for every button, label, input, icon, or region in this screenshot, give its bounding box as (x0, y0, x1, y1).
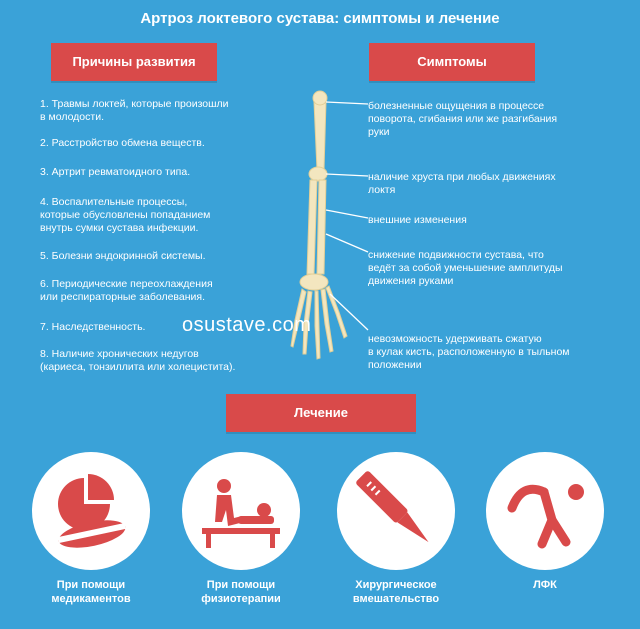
treatment-circle-medication (32, 452, 150, 570)
treatment-circle-surgery (337, 452, 455, 570)
symptom-item: внешние изменения (368, 214, 467, 226)
symptoms-heading: Симптомы (369, 43, 535, 81)
cause-item: 8. Наличие хронических недугов (кариеса, тонзиллита или холецистита). (40, 348, 236, 373)
treatment-circle-physiotherapy (182, 452, 300, 570)
treatment-caption: При помощи медикаментов (51, 579, 131, 605)
symptom-item: снижение подвижности сустава, что ведёт за собой уменьшение амплитуды движения руками (368, 249, 563, 287)
cause-item: 6. Периодические переохлаждения или респираторные заболевания. (40, 278, 213, 303)
treatment-caption: ЛФК (533, 579, 557, 591)
cause-item: 2. Расстройство обмена веществ. (40, 137, 205, 149)
treatment-caption: Хирургическое вмешательство (352, 579, 440, 605)
causes-heading: Причины развития (51, 43, 217, 81)
cause-item: 1. Травмы локтей, которые произошли в молодости. (40, 98, 229, 123)
cause-item: 4. Воспалительные процессы, которые обусловлены попаданием внутрь сумки сустава инфекции. (40, 196, 211, 234)
cause-item: 5. Болезни эндокринной системы. (40, 250, 206, 262)
page-title: Артроз локтевого сустава: симптомы и лечение (140, 10, 500, 27)
physiotherapy-icon (182, 452, 300, 570)
symptom-item: болезненные ощущения в процессе поворота, сгибания или же разгибания руки (368, 100, 558, 138)
symptom-item: наличие хруста при любых движениях локтя (368, 171, 556, 196)
exercise-icon (486, 452, 604, 570)
treatment-heading: Лечение (226, 394, 416, 432)
pills-icon (32, 452, 150, 570)
cause-item: 3. Артрит ревматоидного типа. (40, 166, 191, 178)
treatment-caption: При помощи физиотерапии (201, 579, 281, 605)
treatment-circle-exercise (486, 452, 604, 570)
symptom-item: невозможность удерживать сжатую в кулак кисть, расположенную в тыльном положении (368, 333, 570, 371)
scalpel-icon (337, 452, 455, 570)
watermark: osustave.com (182, 314, 312, 336)
cause-item: 7. Наследственность. (40, 321, 146, 333)
